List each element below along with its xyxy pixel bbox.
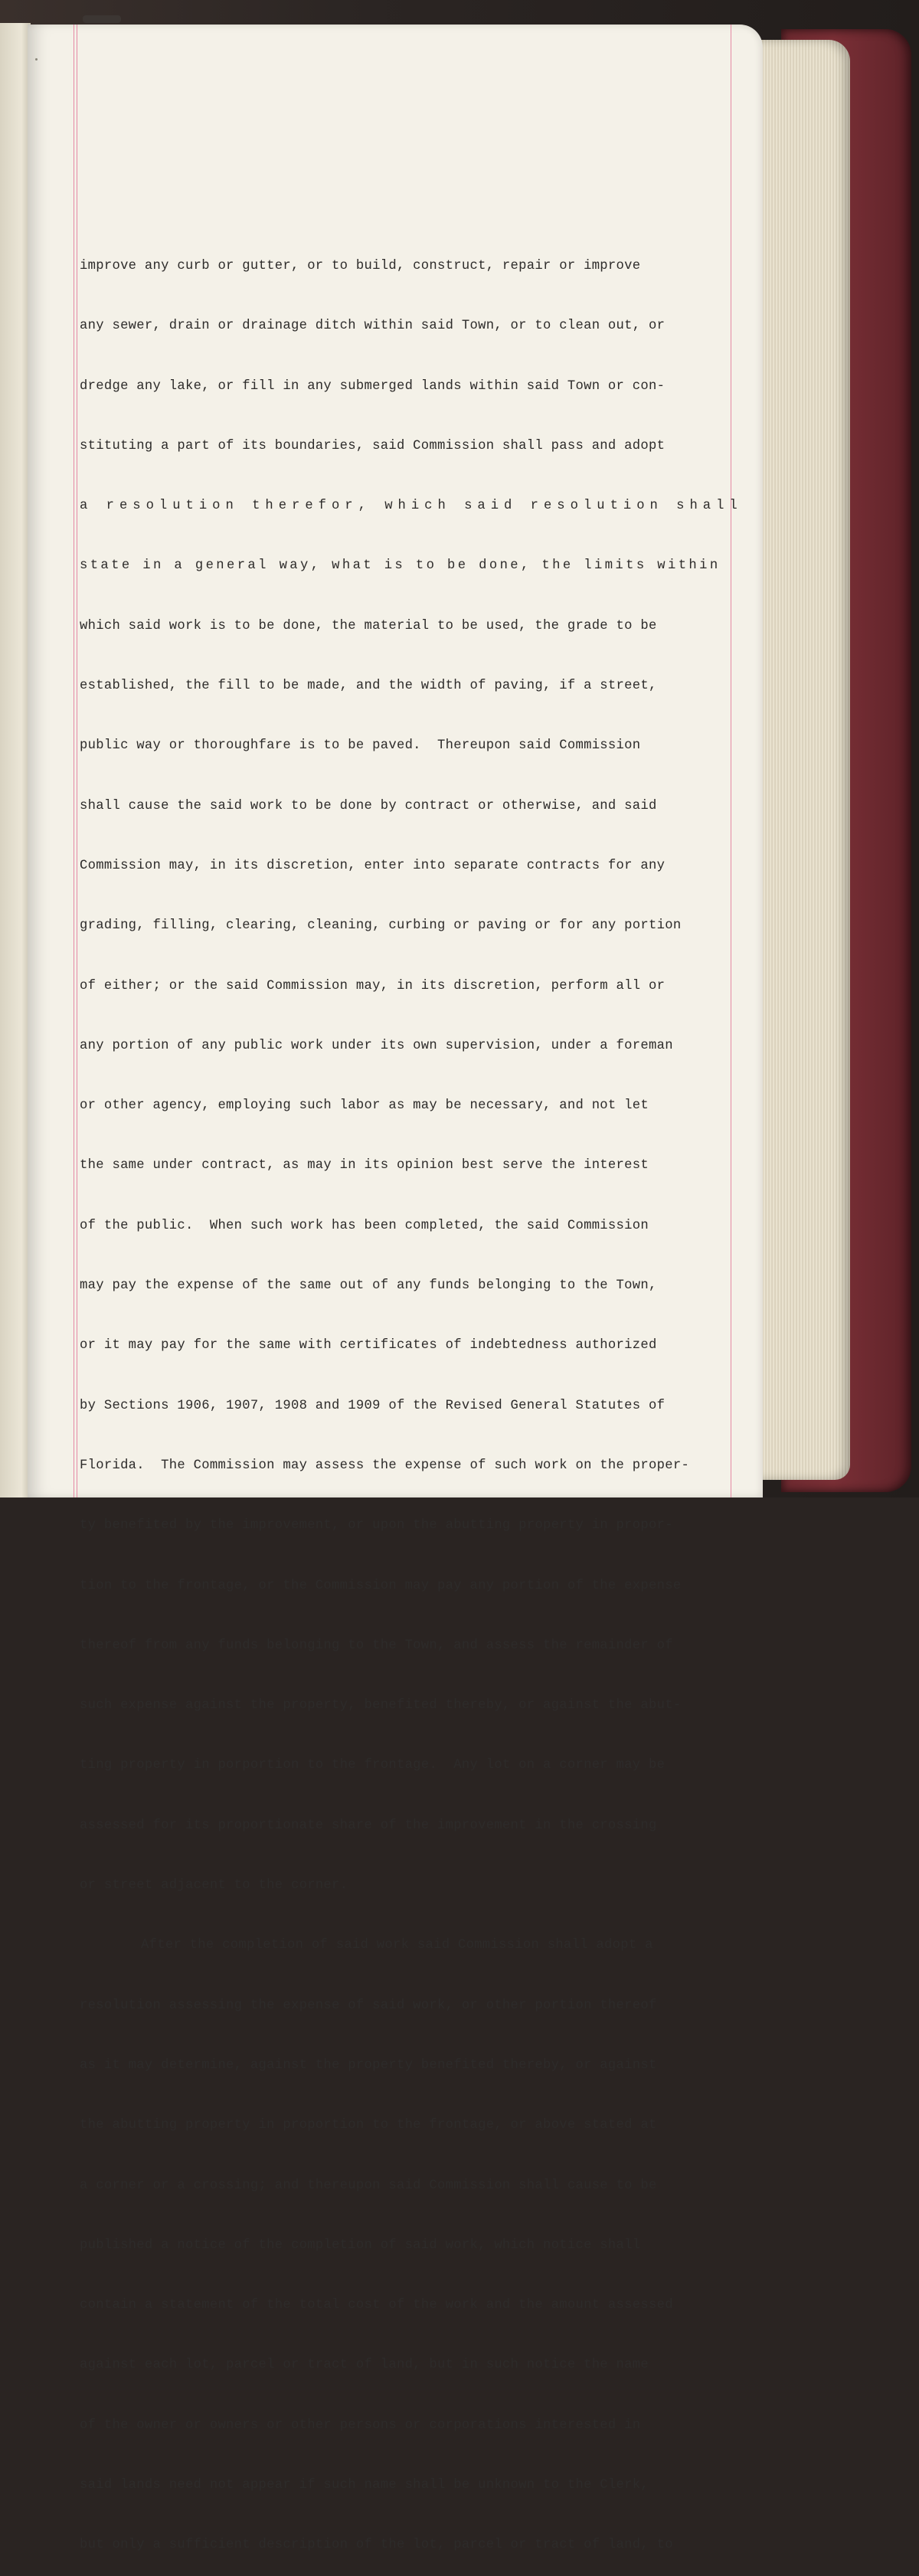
text-line: dredge any lake, or fill in any submerged lands within said Town or con- — [80, 378, 666, 394]
text-line: or it may pay for the same with certificates of indebtedness authorized — [80, 1338, 657, 1353]
text-line: tion to the frontage, or the Commission may pay any portion of the expense — [80, 1578, 682, 1593]
text-line: any sewer, drain or drainage ditch within said Town, or to clean out, or — [80, 319, 666, 334]
paragraph-first-line: After the completion of said work said Commission shall adopt a — [141, 1938, 653, 1953]
text-line: published a notice of the completion of said work, which notice shall — [80, 2237, 641, 2253]
text-line: or other agency, employing such labor as may be necessary, and not let — [80, 1098, 649, 1114]
typed-text-block — [80, 222, 754, 2576]
text-line: of either; or the said Commission may, in its discretion, perform all or — [80, 978, 666, 993]
binding-clip — [83, 15, 121, 23]
text-line: shall cause the said work to be done by contract or otherwise, and said — [80, 798, 657, 813]
text-line: Florida. The Commission may assess the expense of such work on the proper- — [80, 1458, 690, 1473]
ink-speck — [35, 58, 38, 61]
text-line: of the owner or owners or other persons or corporations interested in — [80, 2417, 641, 2433]
text-line: public way or thoroughfare is to be paved. Thereupon said Commission — [80, 738, 641, 754]
text-line: of the public. When such work has been completed, the said Commission — [80, 1218, 649, 1233]
text-line: but only a sufficient description of the lot, parcel or tract of land, to — [80, 2538, 673, 2553]
text-line: by Sections 1906, 1907, 1908 and 1909 of the Revised General Statutes of — [80, 1398, 666, 1413]
text-line: a resolution therefor, which said resolution shall — [80, 499, 743, 514]
text-line: improve any curb or gutter, or to build, construct, repair or improve — [80, 259, 641, 273]
text-line: said lands need not appear if such name shall be unknown to the Clerk, — [80, 2477, 649, 2493]
text-line: resolution assessing the expense of said work, or other portion thereof — [80, 1998, 657, 2013]
text-line: grading, filling, clearing, cleaning, curbing or paving or for any portion — [80, 918, 682, 934]
text-line: or street adjacent to the corner. — [80, 1878, 348, 1894]
text-line: such expense against the property, benefited thereby, or against the abut- — [80, 1698, 682, 1714]
text-line: Commission may, in its discretion, enter into separate contracts for any — [80, 858, 666, 873]
text-line: thereof from any funds belonging to the Town, and assess the remainder of — [80, 1638, 673, 1653]
text-line: which said work is to be done, the material to be used, the grade to be — [80, 618, 657, 633]
text-line: may pay the expense of the same out of any funds belonging to the Town, — [80, 1278, 657, 1294]
text-line: stituting a part of its boundaries, said Commission shall pass and adopt — [80, 438, 666, 453]
text-line: assessed for its proportionate share of the improvement in the crossing — [80, 1818, 657, 1833]
text-line: ting property in porportion to the frontage. Any lot on a corner may be — [80, 1758, 666, 1773]
text-line: ty benefited by the improvement, or upon the abutting property in propor- — [80, 1518, 673, 1533]
page-fore-edge — [754, 40, 850, 1480]
text-line: established, the fill to be made, and the width of paving, if a street, — [80, 679, 657, 694]
text-line: as it may determine, against the property benefited thereby, or against — [80, 2057, 657, 2073]
text-line: a corner or a crossing; and thereupon said Commission shall cause to be — [80, 2178, 657, 2193]
left-page-edge — [0, 23, 31, 1497]
text-line: contain a statement of the total cost of the work and the amount assessed — [80, 2298, 673, 2313]
text-line: state in a general way, what is to be done, the limits within — [80, 558, 721, 574]
text-line: against each lot, parcel or tract of land, but in such notice the name — [80, 2358, 649, 2373]
text-line: any portion of any public work under its own supervision, under a foreman — [80, 1038, 673, 1053]
text-line: the abutting property in proportion to the frontage, or above stated at — [80, 2118, 657, 2133]
text-line: the same under contract, as may in its opinion best serve the interest — [80, 1158, 649, 1173]
